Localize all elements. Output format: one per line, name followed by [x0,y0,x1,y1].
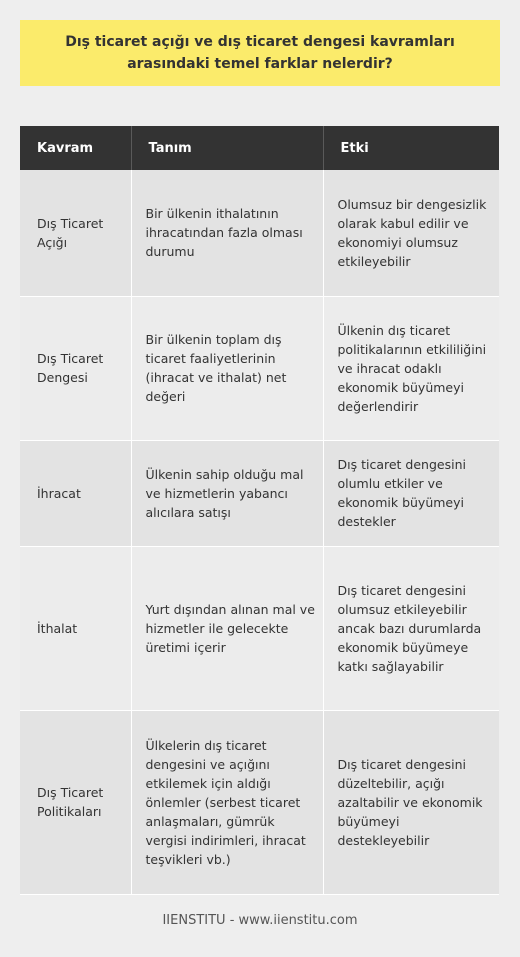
cell-kavram: Dış Ticaret Politikaları [20,710,131,894]
column-header-tanim: Tanım [131,126,323,170]
comparison-table [20,126,499,895]
table-row [20,710,499,894]
cell-etki: Olumsuz bir dengesizlik olarak kabul edilir ve ekonomiyi olumsuz etkileyebilir [323,170,499,296]
cell-kavram: Dış Ticaret Açığı [20,170,131,296]
cell-kavram: Dış Ticaret Dengesi [20,296,131,440]
footer-credit: IIENSTITU - www.iienstitu.com [162,913,358,928]
cell-tanim: Ülkenin sahip olduğu mal ve hizmetlerin yabancı alıcılara satışı [131,440,323,546]
cell-kavram: İhracat [20,440,131,546]
cell-etki: Dış ticaret dengesini olumsuz etkileyebilir ancak bazı durumlarda ekonomik büyümeye katkı sağlayabilir [323,546,499,710]
cell-tanim: Yurt dışından alınan mal ve hizmetler ile gelecekte üretimi içerir [131,546,323,710]
column-header-etki: Etki [323,126,499,170]
cell-etki: Ülkenin dış ticaret politikalarının etkililiğini ve ihracat odaklı ekonomik büyümeyi değerlendirir [323,296,499,440]
title-banner [20,20,500,86]
cell-tanim: Bir ülkenin ithalatının ihracatından fazla olması durumu [131,170,323,296]
cell-tanim: Ülkelerin dış ticaret dengesini ve açığını etkilemek için aldığı önlemler (serbest ticaret anlaşmaları, gümrük vergisi indirimleri, ihracat teşvikleri vb.) [131,710,323,894]
table-header-row [20,126,499,170]
cell-kavram: İthalat [20,546,131,710]
table-row [20,440,499,546]
cell-etki: Dış ticaret dengesini olumlu etkiler ve ekonomik büyümeyi destekler [323,440,499,546]
table-row [20,296,499,440]
cell-tanim: Bir ülkenin toplam dış ticaret faaliyetlerinin (ihracat ve ithalat) net değeri [131,296,323,440]
page-title: Dış ticaret açığı ve dış ticaret dengesi kavramları arasındaki temel farklar nelerdir? [65,34,455,72]
table-row [20,170,499,296]
table-row [20,546,499,710]
cell-etki: Dış ticaret dengesini düzeltebilir, açığı azaltabilir ve ekonomik büyümeyi destekleyebilir [323,710,499,894]
column-header-kavram: Kavram [20,126,131,170]
